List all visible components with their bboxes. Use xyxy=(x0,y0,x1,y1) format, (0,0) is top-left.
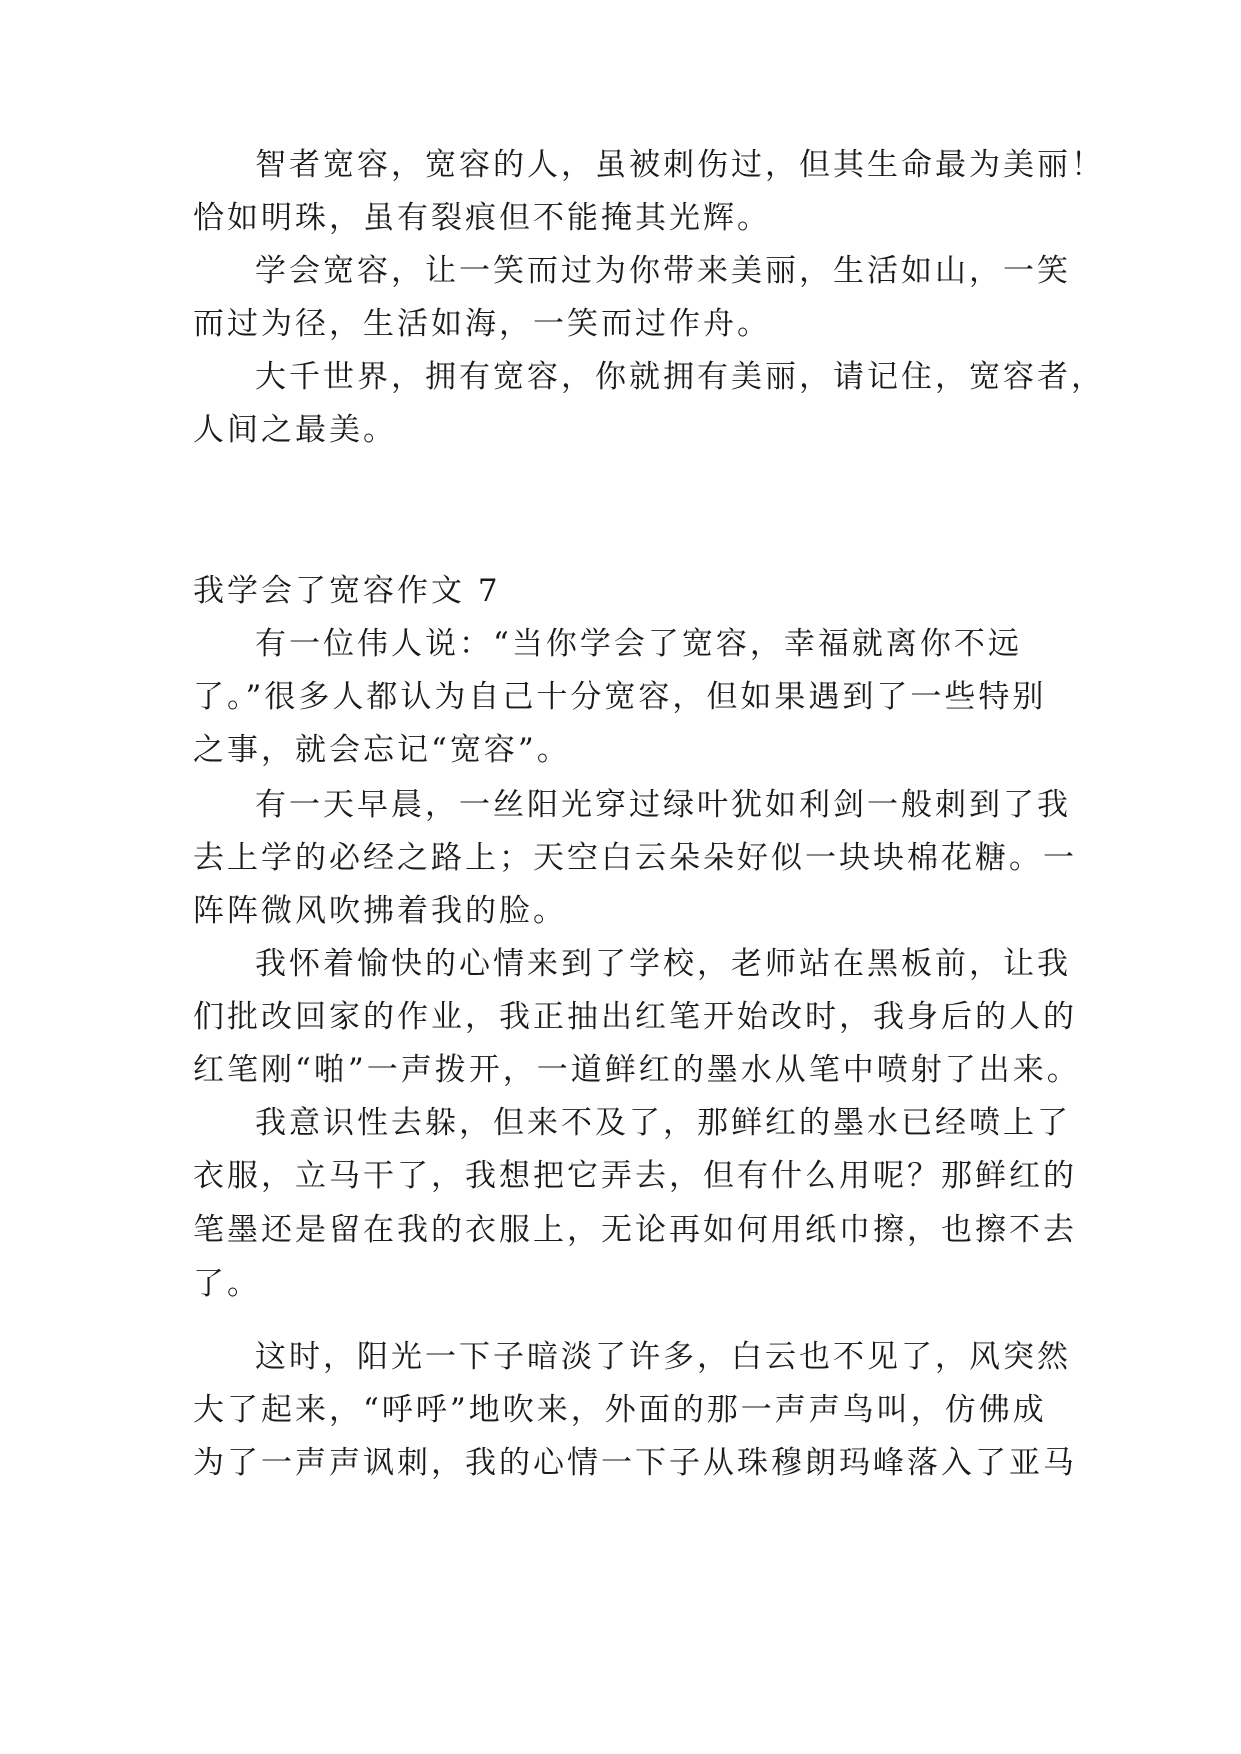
essay-line: 去上学的必经之路上；天空白云朵朵好似一块块棉花糖。一 xyxy=(193,840,1077,876)
essay-line: 为了一声声讽刺，我的心情一下子从珠穆朗玛峰落入了亚马 xyxy=(193,1445,1077,1481)
essay-line: 阵阵微风吹拂着我的脸。 xyxy=(193,893,567,929)
essay-line: 有一位伟人说：“当你学会了宽容，幸福就离你不远 xyxy=(255,626,1022,662)
essay-line: 我意识性去躲，但来不及了，那鲜红的墨水已经喷上了 xyxy=(255,1105,1071,1141)
intro-line: 人间之最美。 xyxy=(193,412,397,448)
essay-title: 我学会了宽容作文 7 xyxy=(193,573,501,609)
essay-line: 衣服，立马干了，我想把它弄去，但有什么用呢？那鲜红的 xyxy=(193,1158,1077,1194)
essay-line: 红笔刚“啪”一声拨开，一道鲜红的墨水从笔中喷射了出来。 xyxy=(193,1052,1081,1088)
essay-line: 这时，阳光一下子暗淡了许多，白云也不见了，风突然 xyxy=(255,1339,1071,1375)
essay-line: 笔墨还是留在我的衣服上，无论再如何用纸巾擦，也擦不去 xyxy=(193,1212,1077,1248)
essay-line: 了。 xyxy=(193,1266,261,1302)
essay-line: 有一天早晨，一丝阳光穿过绿叶犹如利剑一般刺到了我 xyxy=(255,787,1071,823)
intro-line: 智者宽容，宽容的人，虽被刺伤过，但其生命最为美丽！ xyxy=(255,147,1105,183)
essay-line: 我怀着愉快的心情来到了学校，老师站在黑板前，让我 xyxy=(255,946,1071,982)
intro-line: 大千世界，拥有宽容，你就拥有美丽，请记住，宽容者， xyxy=(255,359,1105,395)
intro-line: 而过为径，生活如海，一笑而过作舟。 xyxy=(193,306,771,342)
intro-line: 学会宽容，让一笑而过为你带来美丽，生活如山，一笑 xyxy=(255,253,1071,289)
intro-line: 恰如明珠，虽有裂痕但不能掩其光辉。 xyxy=(193,200,771,236)
essay-line: 大了起来，“呼呼”地吹来，外面的那一声声鸟叫，仿佛成 xyxy=(193,1392,1047,1428)
essay-line: 了。”很多人都认为自己十分宽容，但如果遇到了一些特别 xyxy=(193,679,1047,715)
essay-line: 之事，就会忘记“宽容”。 xyxy=(193,732,571,768)
essay-line: 们批改回家的作业，我正抽出红笔开始改时，我身后的人的 xyxy=(193,999,1077,1035)
